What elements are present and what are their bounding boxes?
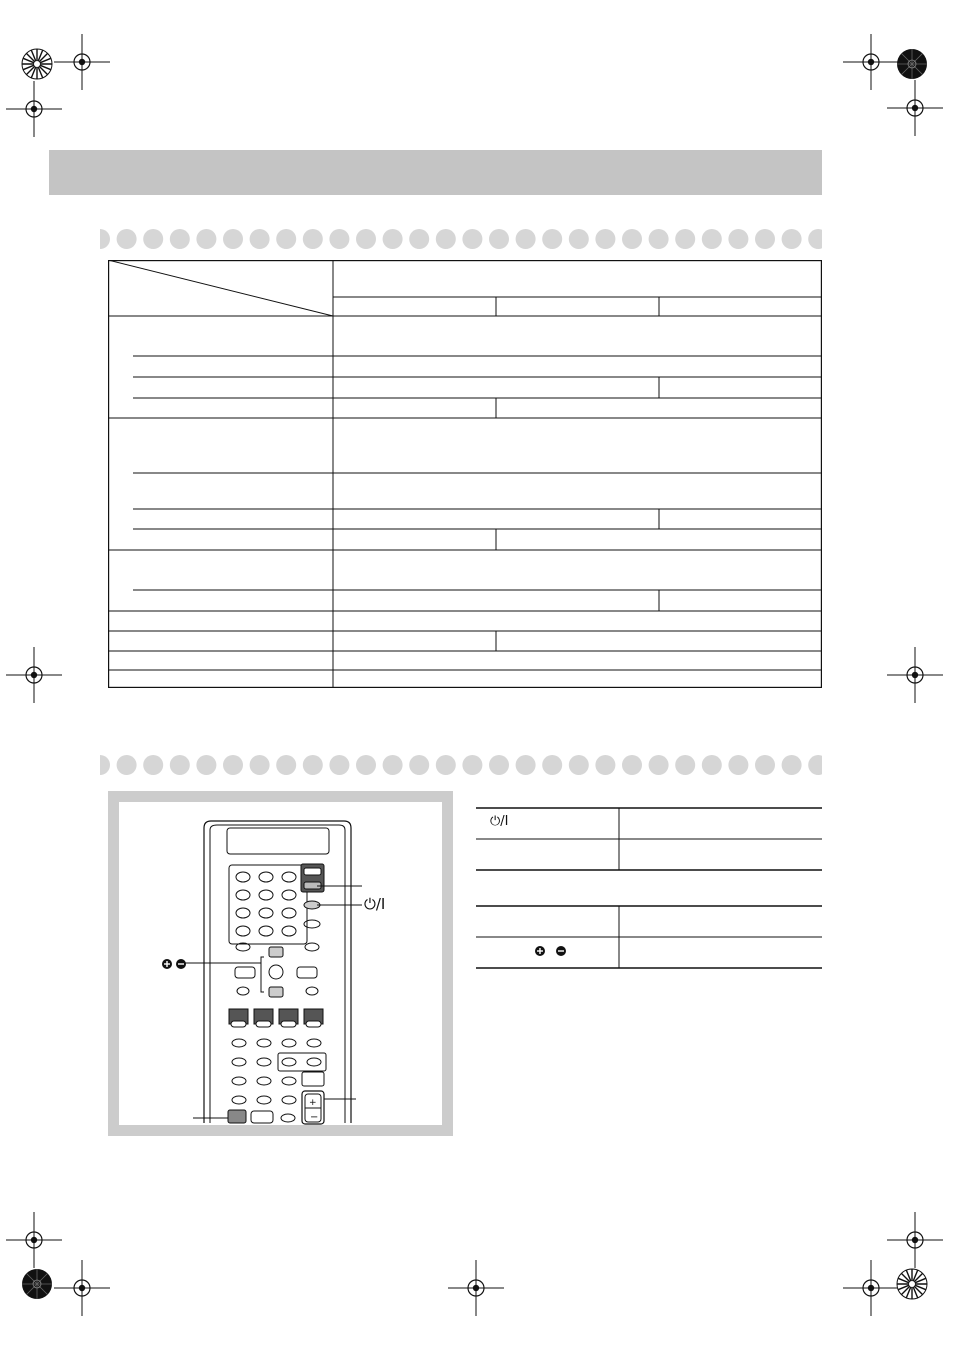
separator-dot xyxy=(808,229,822,249)
separator-dot xyxy=(117,229,137,249)
crop-wheel-icon xyxy=(897,49,927,79)
minus-icon xyxy=(176,959,186,969)
separator-dot xyxy=(675,755,695,775)
function-table xyxy=(476,807,822,969)
spec-table xyxy=(108,260,822,688)
separator-dot xyxy=(100,229,110,249)
separator-dot xyxy=(782,229,802,249)
separator-dot xyxy=(462,229,482,249)
separator-dot xyxy=(383,755,403,775)
minus-icon xyxy=(556,946,566,956)
separator-dot xyxy=(409,229,429,249)
separator-dot xyxy=(196,229,216,249)
crop-wheel-icon xyxy=(22,1269,52,1299)
separator-dot xyxy=(808,755,822,775)
registration-mark-icon xyxy=(6,81,62,137)
separator-dot xyxy=(303,229,323,249)
table-corner-diagonal xyxy=(108,260,333,316)
separator-dot xyxy=(675,229,695,249)
separator-dot xyxy=(223,755,243,775)
separator-dot xyxy=(702,755,722,775)
separator-dot xyxy=(462,755,482,775)
registration-mark-icon xyxy=(448,1260,504,1316)
separator-dot xyxy=(276,755,296,775)
power-icon: ⏻/I xyxy=(490,814,509,829)
separator-dot xyxy=(143,755,163,775)
separator-dot xyxy=(383,229,403,249)
registration-mark-icon xyxy=(887,1212,943,1268)
remote-illustration-frame xyxy=(119,802,442,1125)
separator-dot xyxy=(436,229,456,249)
header-band xyxy=(49,150,822,195)
separator-dot xyxy=(622,755,642,775)
separator-dot xyxy=(223,229,243,249)
registration-mark-icon xyxy=(887,647,943,703)
separator-dot xyxy=(542,229,562,249)
separator-dot xyxy=(516,755,536,775)
separator-dot xyxy=(303,755,323,775)
separator-dot xyxy=(170,755,190,775)
volume-plus-mark: + xyxy=(309,1098,317,1108)
registration-mark-icon xyxy=(6,647,62,703)
crop-wheel-icon xyxy=(22,49,52,79)
plus-icon xyxy=(535,946,545,956)
dot-separator-graphic xyxy=(100,228,822,250)
dot-separator-graphic xyxy=(100,754,822,776)
separator-dot xyxy=(276,229,296,249)
registration-mark-icon xyxy=(887,80,943,136)
separator-dot xyxy=(356,229,376,249)
remote-control-drawing xyxy=(119,802,442,1125)
separator-dot xyxy=(755,755,775,775)
separator-dot xyxy=(649,229,669,249)
separator-dot xyxy=(569,229,589,249)
registration-mark-icon xyxy=(54,1260,110,1316)
separator-dot xyxy=(782,755,802,775)
separator-dot xyxy=(436,755,456,775)
separator-dot xyxy=(117,755,137,775)
separator-dot xyxy=(728,229,748,249)
separator-dot xyxy=(622,229,642,249)
separator-dot xyxy=(516,229,536,249)
separator-dot xyxy=(595,755,615,775)
registration-mark-icon xyxy=(6,1212,62,1268)
separator-dot xyxy=(755,229,775,249)
remote-illustration-panel xyxy=(108,791,453,1136)
separator-dot xyxy=(542,755,562,775)
separator-dot xyxy=(595,229,615,249)
registration-mark-icon xyxy=(843,1260,899,1316)
volume-minus-mark: − xyxy=(310,1112,319,1123)
crop-wheel-icon xyxy=(897,1269,927,1299)
separator-dot xyxy=(143,229,163,249)
separator-dot xyxy=(489,755,509,775)
separator-dot xyxy=(100,755,110,775)
separator-dot xyxy=(170,229,190,249)
registration-mark-icon xyxy=(54,34,110,90)
separator-dot xyxy=(489,229,509,249)
power-label: ⏻/I xyxy=(364,895,386,913)
separator-dot xyxy=(329,755,349,775)
separator-dot xyxy=(196,755,216,775)
separator-dot xyxy=(250,755,270,775)
separator-dot xyxy=(649,755,669,775)
separator-dot xyxy=(329,229,349,249)
plus-icon xyxy=(162,959,172,969)
dot-separator-top xyxy=(100,228,822,250)
registration-mark-icon xyxy=(843,34,899,90)
separator-dot xyxy=(356,755,376,775)
separator-dot xyxy=(702,229,722,249)
separator-dot xyxy=(569,755,589,775)
separator-dot xyxy=(728,755,748,775)
dot-separator-bottom xyxy=(100,754,822,776)
separator-dot xyxy=(409,755,429,775)
separator-dot xyxy=(250,229,270,249)
